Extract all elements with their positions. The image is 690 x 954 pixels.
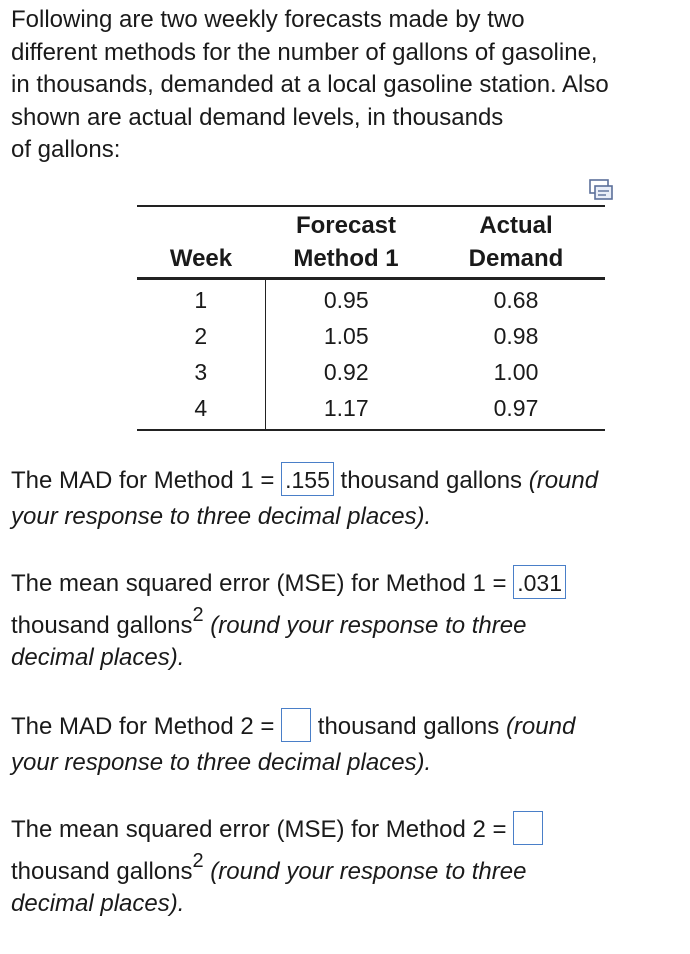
table-row [137, 279, 605, 319]
actual-cell: 0.98 [493, 323, 539, 349]
actual-cell: 0.97 [493, 395, 539, 421]
question-mad-method-1 [11, 463, 679, 535]
demand-table [137, 205, 605, 431]
rounding-hint: decimal places). [11, 644, 185, 671]
intro-line: Following are two weekly forecasts made by two [11, 6, 525, 33]
actual-header-bottom: Demand [427, 242, 605, 279]
question-line [11, 812, 679, 848]
rounding-hint: (round your response to three [203, 612, 527, 639]
question-mse-method-2 [11, 812, 679, 920]
rounding-hint: (round your response to three [203, 858, 527, 885]
table-row [137, 354, 605, 390]
table-row [137, 318, 605, 354]
rounding-hint: decimal places). [11, 890, 185, 917]
copy-table-icon[interactable] [588, 178, 614, 202]
week-cell: 3 [137, 354, 265, 390]
question-prefix: The MAD for Method 1 = [11, 467, 282, 494]
forecast-cell: 1.17 [323, 395, 369, 421]
question-suffix: thousand gallons [333, 467, 529, 494]
actual-header-top: Actual [479, 212, 553, 239]
unit-exponent: 2 [192, 604, 204, 626]
question-prefix: The mean squared error (MSE) for Method 2 = [11, 816, 514, 843]
rounding-hint: your response to three decimal places). [11, 749, 432, 776]
question-line [11, 745, 679, 781]
week-cell: 4 [137, 390, 265, 430]
table-row [137, 390, 605, 430]
question-suffix: thousand gallons [311, 713, 506, 740]
question-line [11, 850, 679, 888]
question-prefix: The MAD for Method 2 = [11, 713, 282, 740]
week-cell: 2 [137, 318, 265, 354]
forecast-table [137, 205, 605, 431]
forecast-cell: 0.92 [323, 359, 369, 385]
forecast-cell: 0.95 [323, 287, 369, 313]
mse-method-2-answer-field[interactable] [513, 811, 543, 845]
week-header-spacer [137, 206, 265, 242]
mse-method-1-answer-field[interactable]: .031 [513, 565, 566, 599]
unit-exponent: 2 [192, 850, 204, 872]
question-line [11, 499, 679, 535]
actual-cell: 0.68 [493, 287, 539, 313]
question-mse-method-1 [11, 566, 679, 674]
intro-line: of gallons: [11, 136, 121, 163]
question-line [11, 642, 679, 674]
unit-label: thousand gallons [11, 858, 193, 885]
intro-line: shown are actual demand levels, in thousands [11, 103, 504, 131]
question-line [11, 709, 679, 745]
intro-line: different methods for the number of gallons of gasoline, [11, 38, 598, 66]
mad-method-1-answer-field[interactable]: .155 [281, 462, 334, 496]
rounding-hint: your response to three decimal places). [11, 503, 432, 530]
rounding-hint: (round [528, 467, 599, 494]
question-line [11, 566, 679, 602]
week-header: Week [137, 242, 265, 279]
forecast-cell: 1.05 [323, 323, 369, 349]
mad-method-2-answer-field[interactable] [281, 708, 311, 742]
question-line [11, 604, 679, 642]
question-mad-method-2 [11, 709, 679, 781]
question-prefix: The mean squared error (MSE) for Method 1 = [11, 570, 514, 597]
unit-label: thousand gallons [11, 612, 193, 639]
forecast-header-bottom: Method 1 [265, 242, 427, 279]
problem-statement [11, 4, 681, 167]
rounding-hint: (round [505, 713, 576, 740]
intro-line: in thousands, demanded at a local gasoline station. Also [11, 71, 609, 98]
question-line [11, 463, 679, 499]
question-line [11, 888, 679, 920]
week-cell: 1 [137, 279, 265, 319]
actual-cell: 1.00 [493, 359, 539, 385]
forecast-header-top: Forecast [295, 212, 397, 239]
